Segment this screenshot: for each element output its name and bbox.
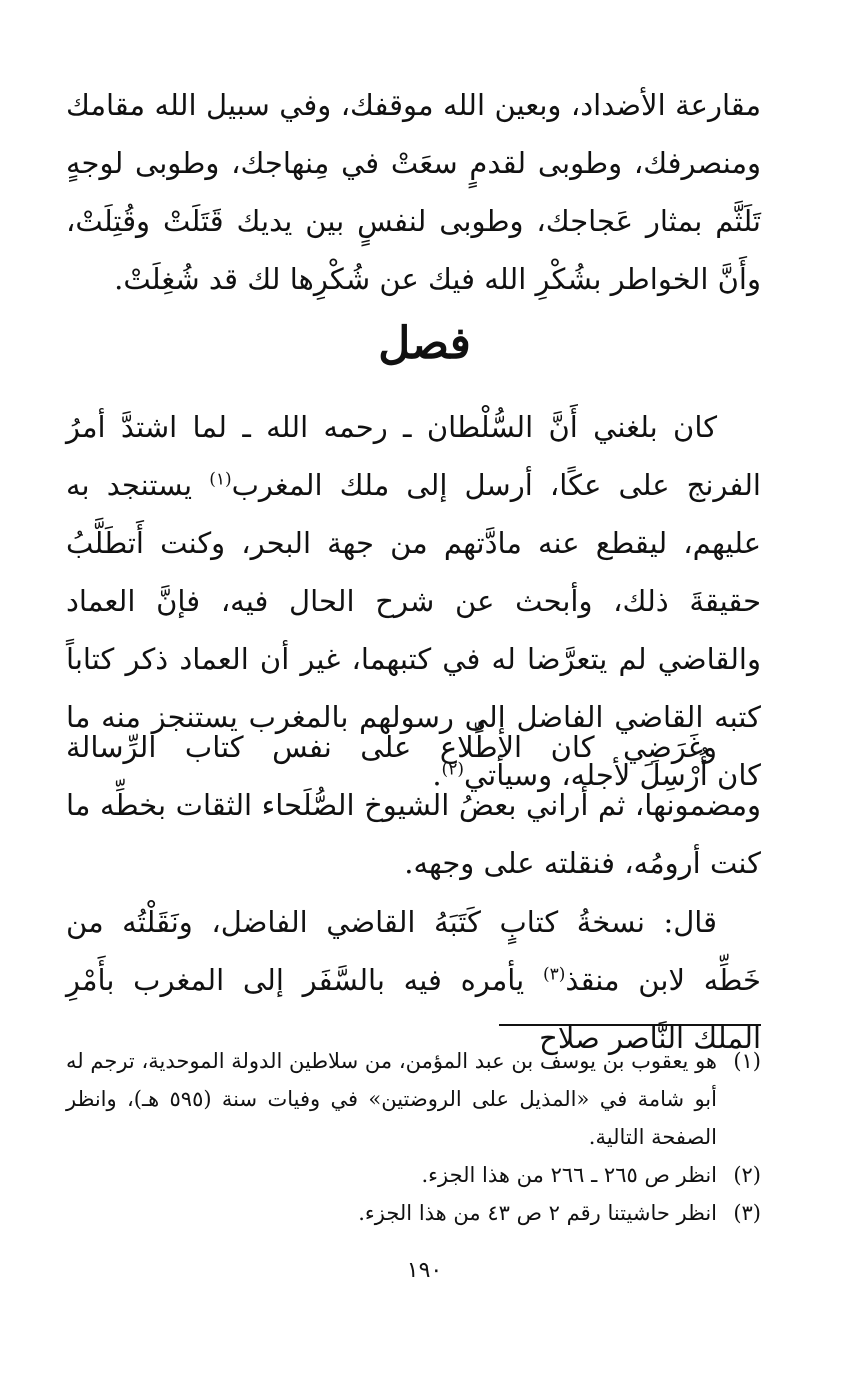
footnote-number: (٣) <box>733 1201 761 1225</box>
paragraph-3-block <box>66 718 761 892</box>
footnote-divider <box>499 1024 761 1026</box>
paragraph-2-end: . <box>432 758 442 792</box>
footnote <box>66 1194 761 1232</box>
footnote-number: (٢) <box>733 1163 761 1187</box>
footnotes <box>66 1042 761 1232</box>
intro-paragraph: مقارعة الأضداد، وبعين الله موقفك، وفي سبيل الله مقامك ومنصرفك، وطوبى لقدمٍ سعَتْ في مِنهاجك، وطوبى لوجهٍ تَلَثَّم بمثار عَجاجك، وطوبى لنفسٍ بين يديك قَتَلَتْ وقُتِلَتْ، وأَنَّ الخواطر بشُكْرِ الله فيك عن شُكْرِها لك قد شُغِلَتْ. <box>66 88 761 296</box>
paragraph-2-part-1: كان بلغني أَنَّ السُّلْطان ـ رحمه الله ـ لما اشتدَّ أمرُ الفرنج على عكًا، أرسل إلى ملك المغرب <box>66 410 761 502</box>
footnote-ref-3: (٣) <box>542 964 566 985</box>
footnote-text: انظر ص ٢٦٥ ـ ٢٦٦ من هذا الجزء. <box>421 1163 717 1187</box>
footnote-text: انظر حاشيتنا رقم ٢ ص ٤٣ من هذا الجزء. <box>358 1201 717 1225</box>
paragraph-4-part-2: يأمره فيه بالسَّفَر إلى المغرب بأَمْرِ الملك النَّاصر صلاح <box>66 963 761 1055</box>
paragraph-4 <box>66 893 761 1067</box>
paragraph-4-block <box>66 893 761 1067</box>
footnote <box>66 1156 761 1194</box>
footnote <box>66 1042 761 1156</box>
paragraph-4-part-1: قال: نسخةُ كتابٍ كَتَبَهُ القاضي الفاضل، ونَقَلْتُه من خَطِّه لابن منقذ <box>66 905 761 997</box>
footnote-ref-1: (١) <box>209 469 232 490</box>
section-title: فصل <box>378 318 471 369</box>
paragraph-2-part-2: يستنجد به عليهم، ليقطع عنه مادَّتهم من جهة البحر، وكنت أَتطَلَّبُ حقيقةَ ذلك، وأبحث عن شرح الحال فيه، فإنَّ العماد والقاضي لم يتعرَّضا له في كتبهما، غير أن العماد ذكر كتاباً كتبه القاضي الفاضل إلى رسولهم بالمغرب يستنجز منه ما كان أُرْسِلَ لأجله، وسيأتي <box>66 468 761 792</box>
footnote-ref-2: (٢) <box>441 759 464 780</box>
footnote-number: (١) <box>733 1049 761 1073</box>
page-number: ١٩٠ <box>406 1258 443 1283</box>
footnote-text: هو يعقوب بن يوسف بن عبد المؤمن، من سلاطين الدولة الموحدية، ترجم له أبو شامة في «المذيل على الروضتين» في وفيات سنة (٥٩٥ هـ)، وانظر الصفحة التالية. <box>66 1049 717 1149</box>
intro-paragraph-block <box>66 76 761 308</box>
paragraph-3: وغَرَضِي كان الاطِّلاع على نفس كتاب الرِّسالة ومضمونها، ثم أراني بعضُ الشيوخ الصُّلَحاء الثقات بخطِّه ما كنت أرومُه، فنقلته على وجهه. <box>66 730 761 880</box>
